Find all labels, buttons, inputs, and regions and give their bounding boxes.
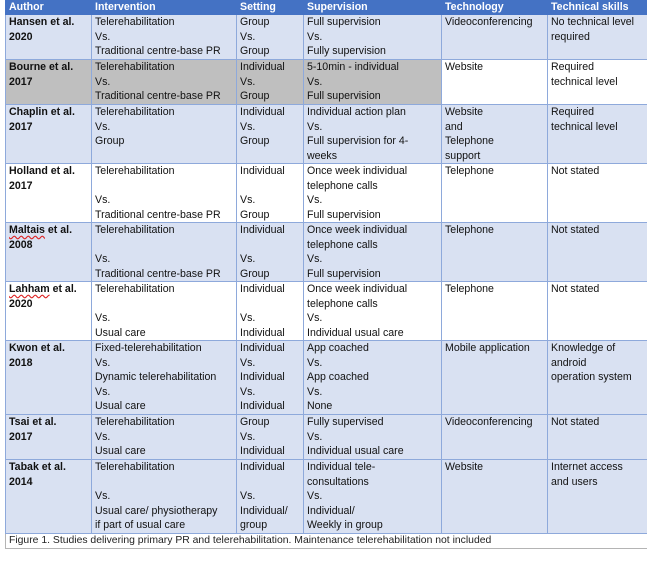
cell-line: Group [240, 416, 270, 428]
cell-line: Vs. [240, 253, 256, 265]
cell-supervision [304, 105, 442, 164]
cell-technical-skills [548, 460, 647, 534]
cell-author [6, 15, 92, 60]
table-row [6, 415, 647, 460]
cell-line: None [307, 400, 333, 412]
cell-line: Telerehabilitation [95, 283, 175, 295]
cell-line: Vs. [95, 75, 111, 88]
cell-line: Website [445, 106, 484, 118]
cell-line [95, 179, 233, 194]
cell-technical-skills [548, 223, 647, 282]
cell-intervention [92, 164, 237, 223]
table-header [6, 1, 647, 15]
cell-setting [237, 15, 304, 60]
cell-line: Tsai et al. [9, 416, 57, 428]
cell-line: Vs. [95, 253, 111, 265]
cell-line: Vs. [307, 194, 323, 206]
cell-line: Vs. [95, 120, 111, 133]
cell-line [240, 297, 300, 312]
cell-line: Lahham et al. [9, 283, 77, 295]
cell-line: 2017 [9, 120, 33, 133]
cell-line: Traditional centre-base PR [95, 90, 221, 102]
cell-line: Individual action plan [307, 106, 406, 118]
cell-line: telephone calls [307, 297, 378, 310]
cell-supervision [304, 15, 442, 60]
cell-intervention [92, 223, 237, 282]
cell-line: Telephone [445, 135, 494, 147]
cell-line: Individual [240, 400, 285, 412]
cell-line: 2017 [9, 179, 33, 192]
cell-supervision [304, 460, 442, 534]
cell-line: Kwon et al. [9, 342, 65, 354]
cell-line: Website [445, 61, 484, 73]
cell-line: Individual [240, 224, 285, 236]
cell-line: Weekly in group [307, 519, 383, 531]
cell-line [240, 179, 300, 194]
cell-technology [442, 341, 548, 415]
table-row [6, 15, 647, 60]
cell-line: Vs. [240, 430, 256, 443]
cell-line: Group [240, 45, 270, 57]
document-page [5, 0, 647, 534]
cell-line: Individual [240, 106, 285, 118]
cell-line: 2018 [9, 356, 33, 369]
cell-intervention [92, 60, 237, 105]
cell-technical-skills [548, 15, 647, 60]
cell-line: Dynamic telerehabilitation [95, 371, 217, 383]
cell-technical-skills [548, 105, 647, 164]
cell-line: Fully supervision [307, 45, 386, 57]
cell-line: Holland et al. [9, 165, 75, 177]
spellcheck-word: Maltais [9, 224, 45, 236]
cell-line: Individual [240, 445, 285, 457]
cell-line: Telephone [445, 224, 494, 236]
cell-line: Vs. [307, 253, 323, 265]
cell-line: Vs. [95, 385, 111, 398]
cell-technical-skills [548, 164, 647, 223]
cell-line: Vs. [95, 194, 111, 206]
cell-line: Vs. [240, 490, 256, 502]
cell-line: Vs. [307, 312, 323, 324]
cell-line: support [445, 149, 481, 162]
cell-line: Individual [240, 165, 285, 177]
cell-line: Not stated [551, 416, 600, 428]
cell-line [95, 238, 233, 253]
cell-line: Vs. [95, 356, 111, 369]
cell-line [240, 238, 300, 253]
table-body [6, 15, 647, 534]
cell-line: operation system [551, 371, 632, 383]
cell-setting [237, 60, 304, 105]
cell-line: Individual tele- [307, 461, 376, 473]
cell-line: Chaplin et al. [9, 106, 75, 118]
cell-line: Required [551, 106, 594, 118]
cell-line: Required [551, 61, 594, 73]
cell-line: Maltais et al. [9, 224, 73, 236]
cell-line: Vs. [307, 120, 323, 133]
cell-technical-skills [548, 60, 647, 105]
cell-line: Once week individual [307, 283, 408, 295]
cell-intervention [92, 415, 237, 460]
cell-line: Telerehabilitation [95, 165, 175, 177]
cell-line: Vs. [307, 356, 323, 369]
cell-line: Vs. [240, 356, 256, 369]
cell-line: Traditional centre-base PR [95, 267, 221, 280]
cell-line: Mobile application [445, 342, 530, 354]
cell-line: Vs. [95, 30, 111, 43]
cell-line: Vs. [240, 75, 256, 88]
cell-author [6, 60, 92, 105]
cell-line: android [551, 356, 587, 369]
cell-supervision [304, 341, 442, 415]
cell-line: Vs. [240, 30, 256, 43]
cell-line: Website [445, 461, 484, 473]
cell-supervision [304, 282, 442, 341]
cell-line: Internet access [551, 461, 623, 473]
cell-line: Videoconferencing [445, 16, 533, 28]
cell-line: Once week individual [307, 165, 408, 177]
cell-line: Usual care [95, 445, 146, 457]
cell-line: Individual [240, 283, 285, 295]
cell-technology [442, 105, 548, 164]
cell-technology [442, 415, 548, 460]
cell-line: Individual usual care [307, 445, 404, 457]
cell-line: Telerehabilitation [95, 106, 175, 118]
cell-line: consultations [307, 475, 369, 488]
cell-technical-skills [548, 415, 647, 460]
cell-setting [237, 282, 304, 341]
cell-line: Vs. [307, 30, 323, 43]
cell-line [95, 297, 233, 312]
cell-technology [442, 223, 548, 282]
cell-author [6, 282, 92, 341]
figure-caption: Figure 1. Studies delivering primary PR and telerehabilitation. Maintenance telerehabilitation not included [5, 534, 647, 549]
cell-line: Vs. [240, 312, 256, 324]
cell-line: Individual [240, 371, 285, 383]
cell-line: and [445, 120, 463, 133]
cell-line: 2014 [9, 475, 33, 488]
cell-technology [442, 282, 548, 341]
cell-line: Fixed-telerehabilitation [95, 342, 202, 354]
cell-line: Vs. [307, 75, 323, 88]
table-row [6, 460, 647, 534]
studies-table [5, 0, 647, 534]
cell-line: Group [240, 16, 270, 28]
cell-line: Vs. [307, 490, 323, 502]
cell-line: Videoconferencing [445, 416, 533, 428]
cell-line: Fully supervised [307, 416, 384, 428]
cell-technical-skills [548, 341, 647, 415]
cell-author [6, 105, 92, 164]
cell-line: App coached [307, 342, 369, 354]
cell-line: Full supervision for 4- [307, 135, 409, 147]
cell-intervention [92, 15, 237, 60]
cell-author [6, 415, 92, 460]
cell-line: Traditional centre-base PR [95, 208, 221, 221]
cell-line: telephone calls [307, 238, 378, 251]
cell-line: Individual [240, 461, 285, 473]
cell-line [95, 475, 233, 490]
cell-line: Vs. [240, 194, 256, 206]
cell-technology [442, 15, 548, 60]
cell-line: if part of usual care [95, 519, 186, 531]
cell-author [6, 460, 92, 534]
cell-setting [237, 164, 304, 223]
cell-line: technical level [551, 75, 618, 88]
cell-line: Telephone [445, 165, 494, 177]
cell-setting [237, 415, 304, 460]
cell-line: Tabak et al. [9, 461, 66, 473]
header-intervention: Intervention [92, 1, 237, 15]
cell-line: Telerehabilitation [95, 61, 175, 73]
spellcheck-word: Lahham [9, 283, 50, 295]
cell-line: 5-10min - individual [307, 61, 399, 73]
cell-line: Vs. [95, 490, 111, 502]
cell-line: Traditional centre-base PR [95, 45, 221, 57]
cell-line: group [240, 519, 268, 531]
table-row [6, 341, 647, 415]
cell-line: Group [95, 135, 125, 147]
header-supervision: Supervision [304, 1, 442, 15]
cell-line: Individual/ [240, 504, 288, 517]
cell-line: App coached [307, 371, 369, 383]
cell-intervention [92, 282, 237, 341]
cell-line: Telerehabilitation [95, 16, 175, 28]
cell-line: 2008 [9, 238, 33, 251]
table-row [6, 223, 647, 282]
cell-setting [237, 105, 304, 164]
cell-line: Individual usual care [307, 326, 404, 339]
cell-supervision [304, 164, 442, 223]
cell-line: 2020 [9, 297, 33, 310]
cell-line: Usual care [95, 326, 146, 339]
table-row [6, 60, 647, 105]
cell-line: Vs. [240, 385, 256, 398]
cell-line: weeks [307, 149, 338, 162]
cell-technology [442, 60, 548, 105]
table-row [6, 164, 647, 223]
header-technical-skills: Technical skills [548, 1, 647, 15]
cell-line: telephone calls [307, 179, 378, 192]
cell-technical-skills [548, 282, 647, 341]
cell-line: Full supervision [307, 90, 381, 102]
cell-line: Individual/ [307, 504, 355, 517]
cell-author [6, 223, 92, 282]
header-setting: Setting [237, 1, 304, 15]
table-row [6, 282, 647, 341]
cell-line: Group [240, 90, 270, 102]
cell-intervention [92, 105, 237, 164]
cell-line: No technical level [551, 16, 635, 28]
cell-line: Bourne et al. [9, 61, 74, 73]
cell-intervention [92, 460, 237, 534]
cell-line: Individual [240, 342, 285, 354]
cell-line: Individual [240, 61, 285, 73]
cell-line: Vs. [95, 312, 111, 324]
header-row [6, 1, 647, 15]
cell-line: 2017 [9, 75, 33, 88]
cell-line: Vs. [307, 430, 323, 443]
cell-technology [442, 460, 548, 534]
cell-line: Individual [240, 326, 285, 339]
cell-line: Telerehabilitation [95, 416, 175, 428]
cell-supervision [304, 223, 442, 282]
cell-setting [237, 223, 304, 282]
cell-line: 2020 [9, 30, 33, 43]
cell-line: Once week individual [307, 224, 408, 236]
cell-line: Knowledge of [551, 342, 616, 354]
cell-line: Vs. [240, 120, 256, 133]
cell-line: Full supervision [307, 267, 381, 280]
cell-line: Telerehabilitation [95, 224, 175, 236]
cell-line: 2017 [9, 430, 33, 443]
cell-author [6, 341, 92, 415]
cell-line: Telerehabilitation [95, 461, 175, 473]
cell-line: Telephone [445, 283, 494, 295]
cell-line: Full supervision [307, 208, 381, 221]
cell-intervention [92, 341, 237, 415]
cell-line: and users [551, 475, 598, 488]
cell-line: Usual care [95, 400, 146, 412]
cell-line [240, 475, 300, 490]
cell-line: Vs. [307, 385, 323, 398]
cell-technology [442, 164, 548, 223]
cell-author [6, 164, 92, 223]
cell-line: Not stated [551, 283, 600, 295]
table-row [6, 105, 647, 164]
cell-line: Full supervision [307, 16, 381, 28]
cell-line: Not stated [551, 165, 600, 177]
cell-setting [237, 341, 304, 415]
cell-line: required [551, 30, 590, 43]
cell-line: Group [240, 267, 270, 280]
cell-supervision [304, 415, 442, 460]
header-technology: Technology [442, 1, 548, 15]
cell-line: Not stated [551, 224, 600, 236]
cell-line: Group [240, 208, 270, 221]
cell-line: Vs. [95, 430, 111, 443]
cell-supervision [304, 60, 442, 105]
cell-setting [237, 460, 304, 534]
cell-line: technical level [551, 120, 618, 133]
header-author: Author [6, 1, 92, 15]
cell-line: Group [240, 135, 270, 147]
cell-line: Hansen et al. [9, 16, 75, 28]
cell-line: Usual care/ physiotherapy [95, 504, 218, 517]
